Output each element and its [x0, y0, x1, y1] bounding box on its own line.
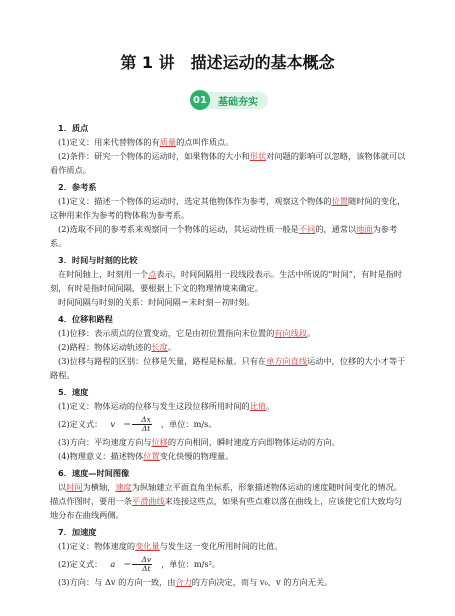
paragraph: (2)路程：物体运动轨迹的长度。 — [58, 342, 177, 352]
badge-label: 基础夯实 — [206, 92, 268, 109]
badge-number: 01 — [190, 90, 210, 110]
paragraph: (1)定义：物体速度的变化量与发生这一变化所用时间的比值。 — [58, 541, 283, 551]
fill-answer: 点 — [148, 269, 157, 279]
fill-answer: 单方向直线 — [266, 356, 308, 366]
fill-answer: 合力 — [175, 577, 192, 587]
paragraph: (4)物理意义：描述物体位置变化快慢的物理量。 — [58, 451, 234, 461]
fill-answer: 时间 — [66, 482, 83, 492]
fill-answer: 质量 — [159, 137, 177, 147]
page-title: 第 1 讲 描述运动的基本概念 — [120, 53, 335, 72]
heading-acceleration: 7．加速度 — [58, 527, 97, 537]
heading-displacement: 4．位移和路程 — [58, 314, 113, 324]
heading-time: 3．时间与时刻的比较 — [58, 255, 138, 265]
paragraph: 在时间轴上，时刻用一个点表示，时间间隔用一段线段表示。生活中所说的“时间”，有时是指时刻，有时是指时间间隔，要根据上下文的物理情境来确定。 — [50, 269, 403, 293]
content-body — [50, 118, 410, 589]
fraction: $\frac{\Delta x}{\Delta t}$ — [132, 416, 152, 433]
fill-answer: 不同 — [298, 224, 316, 234]
paragraph: (3)位移与路程的区别：位移是矢量，路程是标量。只有在单方向直线运动中，位移的大小才等于路程。 — [50, 356, 406, 380]
fill-answer: 位置 — [143, 451, 160, 461]
paragraph: (2)选取不同的参考系来观察同一个物体的运动，其运动性质一般是不同的，通常以地面为参考系。 — [50, 224, 398, 248]
paragraph: (3)方向：平均速度方向与位移的方向相同，瞬时速度方向即物体运动的方向。 — [58, 437, 340, 447]
paragraph: (2)条件：研究一个物体的运动时，如果物体的大小和形状对问题的影响可以忽略，该物体就可以看作质点。 — [50, 151, 406, 175]
fill-answer: 形状 — [249, 151, 267, 161]
fill-answer: 位置 — [331, 196, 348, 206]
fill-answer: 有向线段 — [274, 328, 308, 338]
fill-answer: 位移 — [151, 437, 168, 447]
paragraph: (3)方向：与 Δv 的方向一致，由合力的方向决定，而与 v₀、v 的方向无关。 — [58, 577, 333, 587]
heading-reference-frame: 2．参考系 — [58, 182, 97, 192]
heading-point-mass: 1．质点 — [58, 123, 89, 133]
fill-answer: 比值 — [249, 401, 267, 411]
heading-vt-graph: 6．速度—时间图像 — [58, 468, 130, 478]
fill-answer: 变化量 — [135, 541, 160, 551]
formula-acceleration: (2)定义式： a ＝ $\frac{\Delta v}{\Delta t}$ ，单位：m/s²。 — [58, 554, 221, 573]
paragraph: (1)定义：用来代替物体的有质量的点叫作质点。 — [58, 137, 234, 147]
fill-answer: 平滑曲线 — [131, 496, 165, 506]
fraction: $\frac{\Delta v}{\Delta t}$ — [132, 556, 152, 573]
paragraph: (1)定义：描述一个物体的运动时，选定其他物体作为参考，观察这个物体的位置随时间的变化，这种用来作为参考的物体称为参考系。 — [50, 196, 406, 220]
fill-answer: 速度 — [115, 482, 132, 492]
paragraph: (1)定义：物体运动的位移与发生这段位移所用时间的比值。 — [58, 401, 275, 411]
section-badge — [190, 90, 268, 110]
formula-velocity: (2)定义式： v ＝ $\frac{\Delta x}{\Delta t}$ ，单位：m/s。 — [58, 414, 217, 433]
paragraph: 时间间隔与时刻的关系：时间间隔＝末时刻－初时刻。 — [58, 297, 255, 307]
paragraph: (1)位移：表示质点的位置变动，它是由初位置指向末位置的有向线段。 — [58, 328, 316, 338]
fill-answer: 地面 — [356, 224, 373, 234]
paragraph: 以时间为横轴，速度为纵轴建立平面直角坐标系，形象描述物体运动的速度随时间变化的情况。描点作图时，要用一条平滑曲线来连接这些点，如果有些点难以落在曲线上，应该使它们大致均匀地分布在曲线两侧。 — [50, 482, 403, 520]
heading-velocity: 5．速度 — [58, 387, 89, 397]
fill-answer: 长度 — [151, 342, 168, 352]
